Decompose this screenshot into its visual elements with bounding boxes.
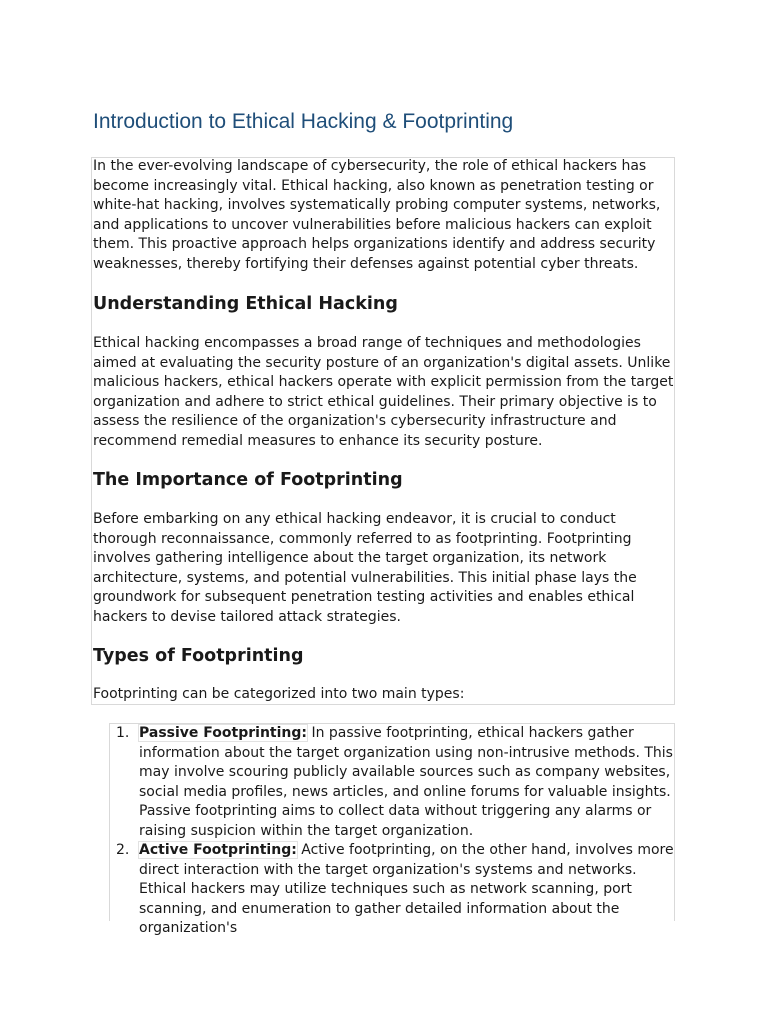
section-body-importance: Before embarking on any ethical hacking endeavor, it is crucial to conduct thorough reconnaissance, commonly referred to as footprinting. Footprinting involves gathering intelligence about the target organization, its network architecture, systems, and potential vulnerabilities. This initial phase lays the groundwork for subsequent penetration testing activities and enables ethical hackers to devise tailored attack strategies. [93,511,637,625]
list-item-text: Active footprinting, on the other hand, involves more direct interaction with the target organization's systems and networks. Ethical hackers may utilize techniques such as network scanning, port scanning, and enumeration to gather detailed information about the organization's [139,842,674,936]
list-item-term: Passive Footprinting: [139,725,307,741]
list-item-term: Active Footprinting: [139,842,297,858]
page-title: Introduction to Ethical Hacking & Footprinting [93,110,514,133]
list-item-number: 2. [116,842,130,858]
list-item [109,724,675,841]
footprinting-types-list [109,724,675,939]
section-heading-types: Types of Footprinting [93,646,304,666]
section-heading-importance: The Importance of Footprinting [93,470,403,490]
list-item [109,841,675,939]
section-heading-understanding: Understanding Ethical Hacking [93,294,398,314]
section-body-understanding: Ethical hacking encompasses a broad range of techniques and methodologies aimed at evaluating the security posture of an organization's digital assets. Unlike malicious hackers, ethical hackers operate with explicit permission from the target organization and adhere to strict ethical guidelines. Their primary objective is to assess the resilience of the organization's cybersecurity infrastructure and recommend remedial measures to enhance its security posture. [93,335,674,449]
list-item-text: In passive footprinting, ethical hackers gather information about the target organization using non-intrusive methods. This may involve scouring publicly available sources such as company websites, social media profiles, news articles, and online forums for valuable insights. Passive footprinting aims to collect data without triggering any alarms or raising suspicion within the target organization. [139,725,673,839]
list-item-number: 1. [116,725,130,741]
section-body-types: Footprinting can be categorized into two main types: [93,686,465,702]
intro-paragraph: In the ever-evolving landscape of cybersecurity, the role of ethical hackers has become increasingly vital. Ethical hacking, also known as penetration testing or white-hat hacking, involves systematically probing computer systems, networks, and applications to uncover vulnerabilities before malicious hackers can exploit them. This proactive approach helps organizations identify and address security weaknesses, thereby fortifying their defenses against potential cyber threats. [93,158,661,272]
